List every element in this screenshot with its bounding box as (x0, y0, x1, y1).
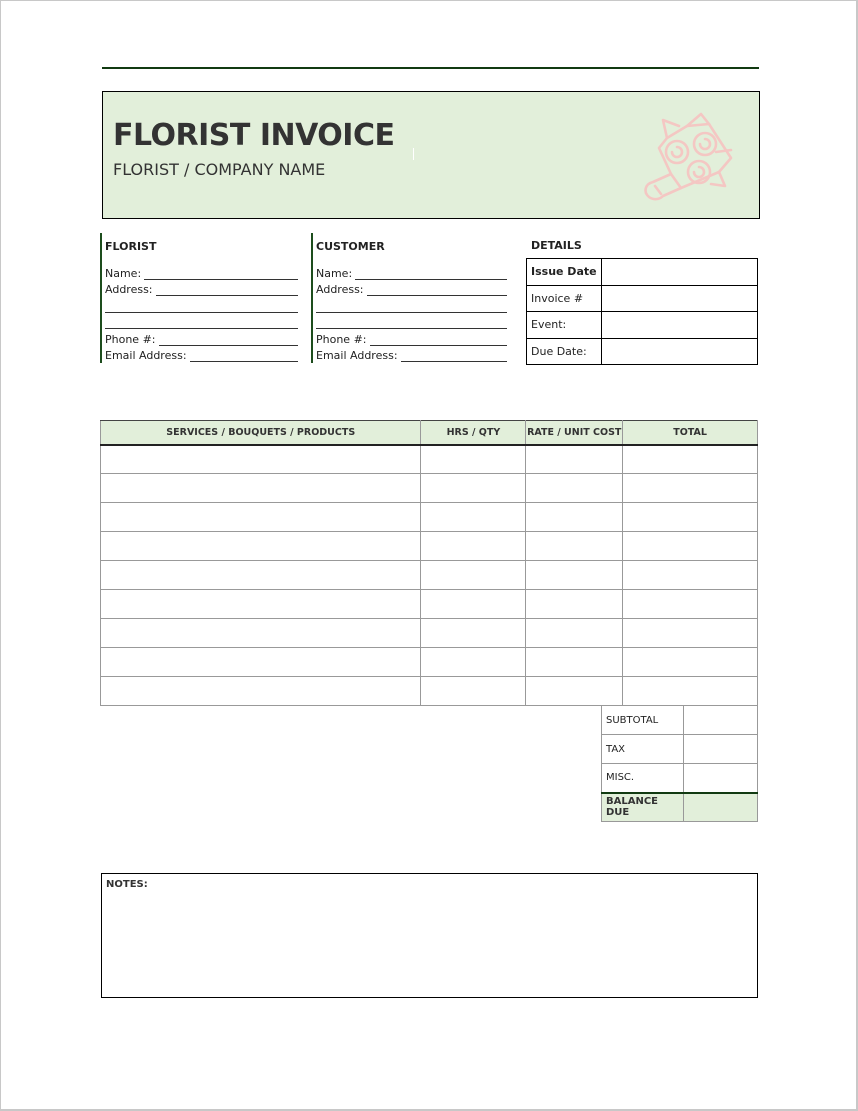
field-label: Name: (105, 266, 142, 280)
customer-address-field[interactable] (316, 280, 509, 297)
item-description-cell[interactable] (101, 648, 421, 677)
item-rate-cell[interactable] (526, 648, 623, 677)
item-qty-cell[interactable] (421, 474, 526, 503)
florist-block (100, 233, 300, 363)
item-qty-cell[interactable] (421, 648, 526, 677)
item-qty-cell[interactable] (421, 561, 526, 590)
details-row-due-date (527, 338, 758, 365)
customer-email-field[interactable] (316, 346, 509, 363)
line-items-table (100, 420, 758, 706)
item-description-cell[interactable] (101, 677, 421, 706)
item-description-cell[interactable] (101, 532, 421, 561)
field-input[interactable] (370, 334, 508, 346)
item-total-cell[interactable] (623, 677, 758, 706)
details-table (526, 258, 758, 365)
misc-row (602, 764, 758, 793)
subtotal-value[interactable] (684, 706, 758, 735)
field-label: Phone #: (316, 332, 367, 346)
customer-title: CUSTOMER (316, 240, 385, 253)
item-total-cell[interactable] (623, 532, 758, 561)
details-row-issue-date (527, 259, 758, 286)
tax-row (602, 735, 758, 764)
column-header-services: SERVICES / BOUQUETS / PRODUCTS (101, 421, 421, 445)
table-row (101, 561, 758, 590)
issue-date-input[interactable] (602, 259, 758, 286)
table-header-row (101, 421, 758, 445)
florist-phone-field[interactable] (105, 329, 300, 346)
item-qty-cell[interactable] (421, 445, 526, 474)
column-header-qty: HRS / QTY (421, 421, 526, 445)
details-row-invoice-number (527, 285, 758, 312)
notes-box[interactable] (101, 873, 758, 998)
item-total-cell[interactable] (623, 445, 758, 474)
table-row (101, 445, 758, 474)
field-input[interactable] (367, 284, 507, 296)
customer-block (311, 233, 509, 363)
invoice-header (102, 91, 760, 219)
column-header-total: TOTAL (623, 421, 758, 445)
subtotal-label: SUBTOTAL (602, 706, 684, 735)
field-label: Phone #: (105, 332, 156, 346)
table-row (101, 503, 758, 532)
item-description-cell[interactable] (101, 590, 421, 619)
florist-address-line-2[interactable] (105, 296, 300, 313)
item-description-cell[interactable] (101, 561, 421, 590)
item-total-cell[interactable] (623, 648, 758, 677)
field-input[interactable] (156, 284, 298, 296)
item-rate-cell[interactable] (526, 561, 623, 590)
item-description-cell[interactable] (101, 474, 421, 503)
details-label: Issue Date (527, 259, 602, 286)
misc-value[interactable] (684, 764, 758, 793)
due-date-input[interactable] (602, 338, 758, 365)
event-input[interactable] (602, 312, 758, 339)
item-qty-cell[interactable] (421, 590, 526, 619)
item-total-cell[interactable] (623, 619, 758, 648)
field-input[interactable] (316, 317, 507, 329)
balance-due-label: BALANCE DUE (602, 793, 684, 822)
details-label: Due Date: (527, 338, 602, 365)
table-row (101, 619, 758, 648)
field-label: Email Address: (316, 349, 398, 362)
florist-email-field[interactable] (105, 346, 300, 363)
customer-address-line-2[interactable] (316, 296, 509, 313)
field-input[interactable] (144, 268, 298, 280)
item-qty-cell[interactable] (421, 619, 526, 648)
florist-address-field[interactable] (105, 280, 300, 297)
item-qty-cell[interactable] (421, 503, 526, 532)
item-total-cell[interactable] (623, 590, 758, 619)
item-rate-cell[interactable] (526, 474, 623, 503)
item-rate-cell[interactable] (526, 445, 623, 474)
field-input[interactable] (401, 350, 507, 362)
balance-due-value[interactable] (684, 793, 758, 822)
item-total-cell[interactable] (623, 474, 758, 503)
florist-name-field[interactable] (105, 263, 300, 280)
subtotal-row (602, 706, 758, 735)
notes-label: NOTES: (106, 879, 148, 890)
field-input[interactable] (105, 317, 298, 329)
field-input[interactable] (355, 268, 507, 280)
item-rate-cell[interactable] (526, 590, 623, 619)
invoice-title: FLORIST INVOICE (113, 118, 395, 153)
item-rate-cell[interactable] (526, 619, 623, 648)
table-row (101, 532, 758, 561)
details-label: Event: (527, 312, 602, 339)
details-label: Invoice # (527, 285, 602, 312)
item-description-cell[interactable] (101, 619, 421, 648)
table-row (101, 677, 758, 706)
field-input[interactable] (190, 350, 298, 362)
field-label: Address: (316, 283, 364, 296)
item-rate-cell[interactable] (526, 677, 623, 706)
invoice-number-input[interactable] (602, 285, 758, 312)
item-total-cell[interactable] (623, 561, 758, 590)
item-total-cell[interactable] (623, 503, 758, 532)
details-title: DETAILS (531, 239, 582, 252)
tax-value[interactable] (684, 735, 758, 764)
table-row (101, 474, 758, 503)
customer-name-field[interactable] (316, 263, 509, 280)
company-name[interactable]: FLORIST / COMPANY NAME (113, 160, 326, 179)
field-label: Email Address: (105, 349, 187, 362)
field-label: Name: (316, 266, 353, 280)
field-input[interactable] (159, 334, 299, 346)
item-qty-cell[interactable] (421, 677, 526, 706)
table-row (101, 648, 758, 677)
field-input[interactable] (316, 301, 507, 313)
item-description-cell[interactable] (101, 503, 421, 532)
florist-address-line-3[interactable] (105, 313, 300, 330)
top-rule-divider (102, 67, 759, 69)
tax-label: TAX (602, 735, 684, 764)
totals-table (601, 705, 758, 822)
column-header-rate: RATE / UNIT COST (526, 421, 623, 445)
item-qty-cell[interactable] (421, 532, 526, 561)
item-description-cell[interactable] (101, 445, 421, 474)
balance-due-row (602, 793, 758, 822)
customer-address-line-3[interactable] (316, 313, 509, 330)
text-cursor (413, 148, 414, 160)
field-input[interactable] (105, 301, 298, 313)
item-rate-cell[interactable] (526, 532, 623, 561)
flower-bouquet-icon (641, 112, 736, 204)
table-row (101, 590, 758, 619)
florist-title: FLORIST (105, 240, 157, 253)
item-rate-cell[interactable] (526, 503, 623, 532)
field-label: Address: (105, 283, 153, 296)
details-row-event (527, 312, 758, 339)
customer-phone-field[interactable] (316, 329, 509, 346)
misc-label: MISC. (602, 764, 684, 793)
